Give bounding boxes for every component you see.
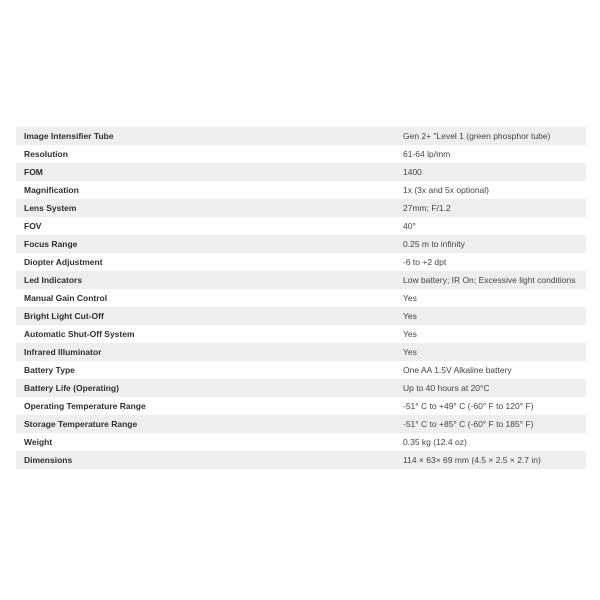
spec-value: -51° C to +85° C (-60° F to 185° F) [394, 415, 586, 433]
spec-value: Yes [394, 289, 586, 307]
spec-row [16, 289, 586, 307]
spec-value: Yes [394, 343, 586, 361]
spec-row [16, 397, 586, 415]
spec-row [16, 127, 586, 145]
spec-value: One AA 1.5V Alkaline battery [394, 361, 586, 379]
spec-row [16, 433, 586, 451]
spec-value: 40° [394, 217, 586, 235]
spec-row [16, 217, 586, 235]
spec-label: Focus Range [16, 235, 394, 253]
spec-label: FOV [16, 217, 394, 235]
spec-value: -51° C to +49° C (-60° F to 120° F) [394, 397, 586, 415]
spec-value: 1400 [394, 163, 586, 181]
spec-row [16, 415, 586, 433]
spec-label: Magnification [16, 181, 394, 199]
spec-label: Bright Light Cut-Off [16, 307, 394, 325]
spec-label: Image Intensifier Tube [16, 127, 394, 145]
spec-value: 27mm; F/1.2 [394, 199, 586, 217]
spec-label: Automatic Shut-Off System [16, 325, 394, 343]
spec-label: Lens System [16, 199, 394, 217]
spec-value: -6 to +2 dpt [394, 253, 586, 271]
spec-row [16, 271, 586, 289]
spec-row [16, 307, 586, 325]
spec-value: 114 × 63× 69 mm (4.5 × 2.5 × 2.7 in) [394, 451, 586, 469]
spec-row [16, 253, 586, 271]
spec-row [16, 343, 586, 361]
spec-value: 61-64 lp/mm [394, 145, 586, 163]
spec-row [16, 379, 586, 397]
spec-row [16, 199, 586, 217]
spec-value: Yes [394, 325, 586, 343]
spec-label: Resolution [16, 145, 394, 163]
spec-row [16, 235, 586, 253]
spec-value: Up to 40 hours at 20°C [394, 379, 586, 397]
spec-label: Operating Temperature Range [16, 397, 394, 415]
spec-label: Battery Life (Operating) [16, 379, 394, 397]
spec-value: Yes [394, 307, 586, 325]
spec-label: Battery Type [16, 361, 394, 379]
spec-value: 0.25 m to infinity [394, 235, 586, 253]
spec-table-body [16, 127, 586, 469]
spec-label: Infrared Illuminator [16, 343, 394, 361]
spec-label: FOM [16, 163, 394, 181]
spec-label: Manual Gain Control [16, 289, 394, 307]
spec-value: 0.35 kg (12.4 oz) [394, 433, 586, 451]
spec-value: 1x (3x and 5x optional) [394, 181, 586, 199]
spec-table [16, 127, 586, 469]
spec-value: Gen 2+ "Level 1 (green phosphor tube) [394, 127, 586, 145]
spec-label: Led Indicators [16, 271, 394, 289]
spec-label: Storage Temperature Range [16, 415, 394, 433]
spec-label: Weight [16, 433, 394, 451]
spec-label: Diopter Adjustment [16, 253, 394, 271]
spec-label: Dimensions [16, 451, 394, 469]
spec-row [16, 163, 586, 181]
spec-value: Low battery; IR On; Excessive light conditions [394, 271, 586, 289]
spec-row [16, 361, 586, 379]
spec-row [16, 325, 586, 343]
spec-row [16, 181, 586, 199]
spec-row [16, 145, 586, 163]
spec-row [16, 451, 586, 469]
